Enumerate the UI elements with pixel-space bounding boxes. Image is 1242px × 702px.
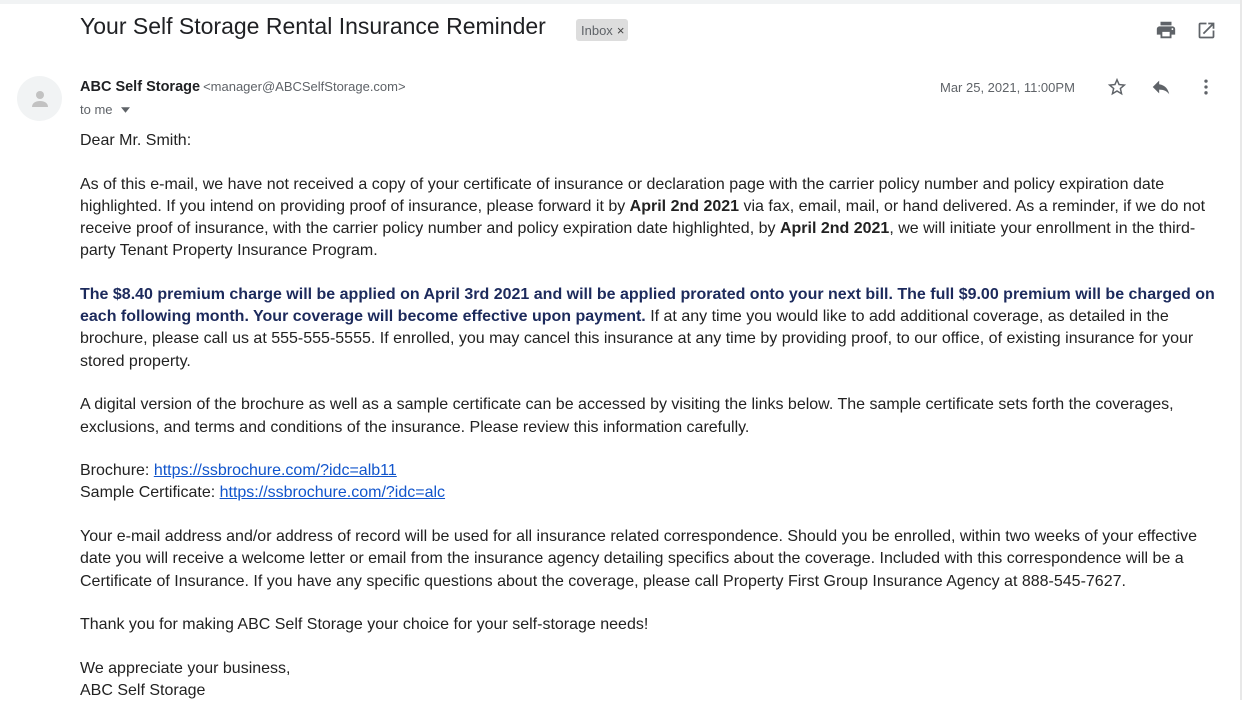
person-icon xyxy=(28,87,52,111)
remove-label-button[interactable]: × xyxy=(616,22,625,38)
sender-name[interactable]: ABC Self Storage xyxy=(80,79,201,95)
p1-text-c: via fax, email, mail, or hand delivered. As a reminder, if we do not receive proof of insurance, with the carrier policy number and policy expiration date highlighted, by xyxy=(80,197,1206,238)
brochure-line xyxy=(80,460,1220,482)
top-divider xyxy=(0,0,1242,4)
more-options-button[interactable] xyxy=(1192,73,1220,101)
p1-deadline-2: April 2nd 2021 xyxy=(779,220,890,238)
certificate-link[interactable]: https://ssbrochure.com/?idc=alc xyxy=(219,484,446,502)
open-in-new-icon xyxy=(1196,20,1217,41)
inbox-label-chip[interactable] xyxy=(576,19,628,41)
paragraph-5: Thank you for making ABC Self Storage your choice for your self-storage needs! xyxy=(80,616,649,634)
p1-text-a: As of this e-mail, we have not received a copy of your certificate of insurance or declaration page with the carrier policy number and policy expiration date highlighted. If you intend on providing proof of insurance, please forward it by xyxy=(80,175,1165,215)
p2-premium-notice: The $8.40 premium charge will be applied on April 3rd 2021 and will be applied prorated onto your next bill. The full $9.00 premium will be charged on each following month. Your coverage will become effective upon payment. xyxy=(80,286,1215,326)
greeting: Dear Mr. Smith: xyxy=(80,132,192,149)
signature: ABC Self Storage xyxy=(80,682,206,700)
certificate-label: Sample Certificate: xyxy=(80,484,220,502)
paragraph-4: Your e-mail address and/or address of record will be used for all insurance related correspondence. Should you be enrolled, within two weeks of your effective date you will receive a welcome letter or email from the insurance agency detailing specifics about the coverage. Included with this correspondence will be a Certificate of Insurance. If you have any specific questions about the coverage, please call Property First Group Insurance Agency at 888-545-7627. xyxy=(80,528,1198,590)
recipients-text: to me xyxy=(80,102,113,117)
label-chip-text: Inbox xyxy=(581,22,613,38)
p1-text-d: , we will initiate your enrollment in the third-party Tenant Property Insurance Program. xyxy=(80,220,1196,260)
email-date: Mar 25, 2021, 11:00PM xyxy=(940,80,1075,95)
p2-text: If at any time you would like to add additional coverage, as detailed in the brochure, please call us at 555-555-5555. If enrolled, you may cancel this insurance at any time by providing proof, to our office, of existing insurance for your stored property. xyxy=(80,308,1194,370)
email-subject: Your Self Storage Rental Insurance Reminder xyxy=(80,13,546,39)
email-body xyxy=(80,130,1220,702)
more-vert-icon xyxy=(1196,77,1216,97)
star-icon xyxy=(1106,76,1128,98)
paragraph-2 xyxy=(80,284,1220,373)
brochure-label: Brochure: xyxy=(80,462,154,480)
recipients-line[interactable] xyxy=(80,102,130,117)
reply-icon xyxy=(1150,76,1172,98)
paragraph-1 xyxy=(80,174,1220,263)
caret-down-icon[interactable] xyxy=(121,107,130,113)
paragraph-3: A digital version of the brochure as well as a sample certificate can be accessed by visiting the links below. The sample certificate sets forth the coverages, exclusions, and terms and conditions of the insurance. Please review this information carefully. xyxy=(80,396,1174,436)
certificate-line xyxy=(80,482,1220,504)
sender-email: <manager@ABCSelfStorage.com> xyxy=(203,79,406,94)
reply-button[interactable] xyxy=(1147,73,1175,101)
open-in-new-window-button[interactable] xyxy=(1192,16,1220,44)
star-button[interactable] xyxy=(1103,73,1131,101)
print-all-button[interactable] xyxy=(1152,16,1180,44)
print-icon xyxy=(1155,19,1177,41)
sender-line xyxy=(80,79,406,95)
brochure-link[interactable]: https://ssbrochure.com/?idc=alb11 xyxy=(153,462,397,480)
sender-avatar xyxy=(17,76,62,121)
closing-line: We appreciate your business, xyxy=(80,659,291,677)
p1-deadline-1: April 2nd 2021 xyxy=(629,197,740,215)
